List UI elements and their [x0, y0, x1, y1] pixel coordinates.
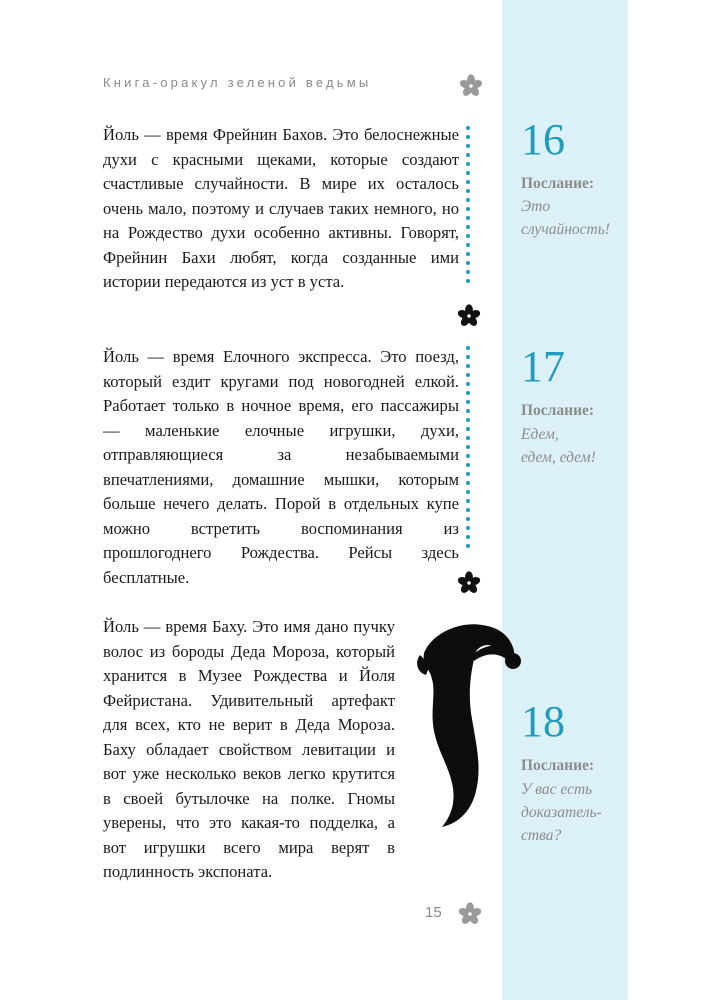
divider-dot	[466, 261, 470, 265]
divider-dot	[466, 445, 470, 449]
message-line: доказатель-	[521, 804, 602, 821]
divider-dot	[466, 189, 470, 193]
divider-dot	[466, 409, 470, 413]
divider-dot	[466, 153, 470, 157]
divider-dot	[466, 400, 470, 404]
message-line: едем, едем!	[521, 449, 596, 466]
message-line: Едем,	[521, 426, 559, 443]
divider-dot	[466, 535, 470, 539]
dotted-divider	[462, 125, 474, 285]
divider-dot	[466, 544, 470, 548]
running-head: Книга-оракул зеленой ведьмы	[103, 75, 372, 90]
santa-hat-silhouette	[412, 615, 532, 830]
entry-16-text: Йоль — время Фрейнин Бахов. Это белоснежные духи с красными щеками, которые создают счастливые случайности. В мире их осталось очень мало, поэтому и случаев таких немного, но на Рождество духи особенно активны. Говорят, Фрейнин Бахи любят, когда созданные ими истории передаются из уст в уста.	[103, 125, 459, 291]
dotted-divider	[462, 345, 474, 555]
divider-dot	[466, 234, 470, 238]
divider-dot	[466, 270, 470, 274]
flower-ornament-icon	[456, 570, 482, 596]
divider-dot	[466, 427, 470, 431]
entry-16-message-label: Послание:	[521, 175, 595, 192]
divider-dot	[466, 499, 470, 503]
divider-dot	[466, 135, 470, 139]
entry-18-number: 18	[521, 697, 565, 746]
entry-17-message-label: Послание:	[521, 402, 595, 419]
divider-dot	[466, 126, 470, 130]
divider-dot	[466, 526, 470, 530]
divider-dot	[466, 364, 470, 368]
divider-dot	[466, 481, 470, 485]
divider-dot	[466, 243, 470, 247]
entry-18-message	[521, 778, 621, 847]
message-line: У вас есть	[521, 781, 593, 798]
divider-dot	[466, 346, 470, 350]
entry-18-text: Йоль — время Баху. Это имя дано пучку волос из бороды Деда Мороза, который хранится в Музее Рождества и Йоля Фейристана. Удивительный артефакт для всех, кто не верит в Деда Мороза. Баху обладает свойством левитации и вот уже несколько веков легко крутится в своей бутылочке на полке. Гномы уверены, что это какая-то подделка, а вот игрушки всего мира верят в подлинность экспоната.	[103, 617, 395, 881]
entry-16-number: 16	[521, 115, 565, 164]
divider-dot	[466, 436, 470, 440]
divider-dot	[466, 279, 470, 283]
divider-dot	[466, 225, 470, 229]
divider-dot	[466, 171, 470, 175]
divider-dot	[466, 180, 470, 184]
divider-dot	[466, 207, 470, 211]
divider-dot	[466, 517, 470, 521]
divider-dot	[466, 418, 470, 422]
divider-dot	[466, 216, 470, 220]
divider-dot	[466, 454, 470, 458]
flower-ornament-icon	[457, 901, 483, 927]
entry-17-text: Йоль — время Елочного экспресса. Это поезд, который ездит кругами под новогодней елкой. Работает только в ночное время, его пассажиры — маленькие елочные игрушки, духи, отправляющиеся за незабываемыми впечатлениями, домашние мышки, которым больше нечего делать. Порой в отдельных купе можно встретить воспоминания из прошлогоднего Рождества. Рейсы здесь бесплатные.	[103, 347, 459, 587]
divider-dot	[466, 463, 470, 467]
entry-17-number: 17	[521, 342, 565, 391]
entry-17-message	[521, 423, 621, 469]
page-number: 15	[425, 904, 442, 921]
divider-dot	[466, 382, 470, 386]
flower-ornament-icon	[458, 73, 484, 99]
message-line: Это	[521, 198, 551, 215]
divider-dot	[466, 162, 470, 166]
flower-ornament-icon	[456, 303, 482, 329]
divider-dot	[466, 144, 470, 148]
divider-dot	[466, 355, 470, 359]
divider-dot	[466, 391, 470, 395]
divider-dot	[466, 373, 470, 377]
divider-dot	[466, 198, 470, 202]
divider-dot	[466, 490, 470, 494]
message-line: ства?	[521, 827, 562, 844]
divider-dot	[466, 508, 470, 512]
divider-dot	[466, 252, 470, 256]
entry-16-message	[521, 195, 621, 241]
entry-18-message-label: Послание:	[521, 757, 595, 774]
divider-dot	[466, 472, 470, 476]
message-line: случайность!	[521, 221, 610, 238]
